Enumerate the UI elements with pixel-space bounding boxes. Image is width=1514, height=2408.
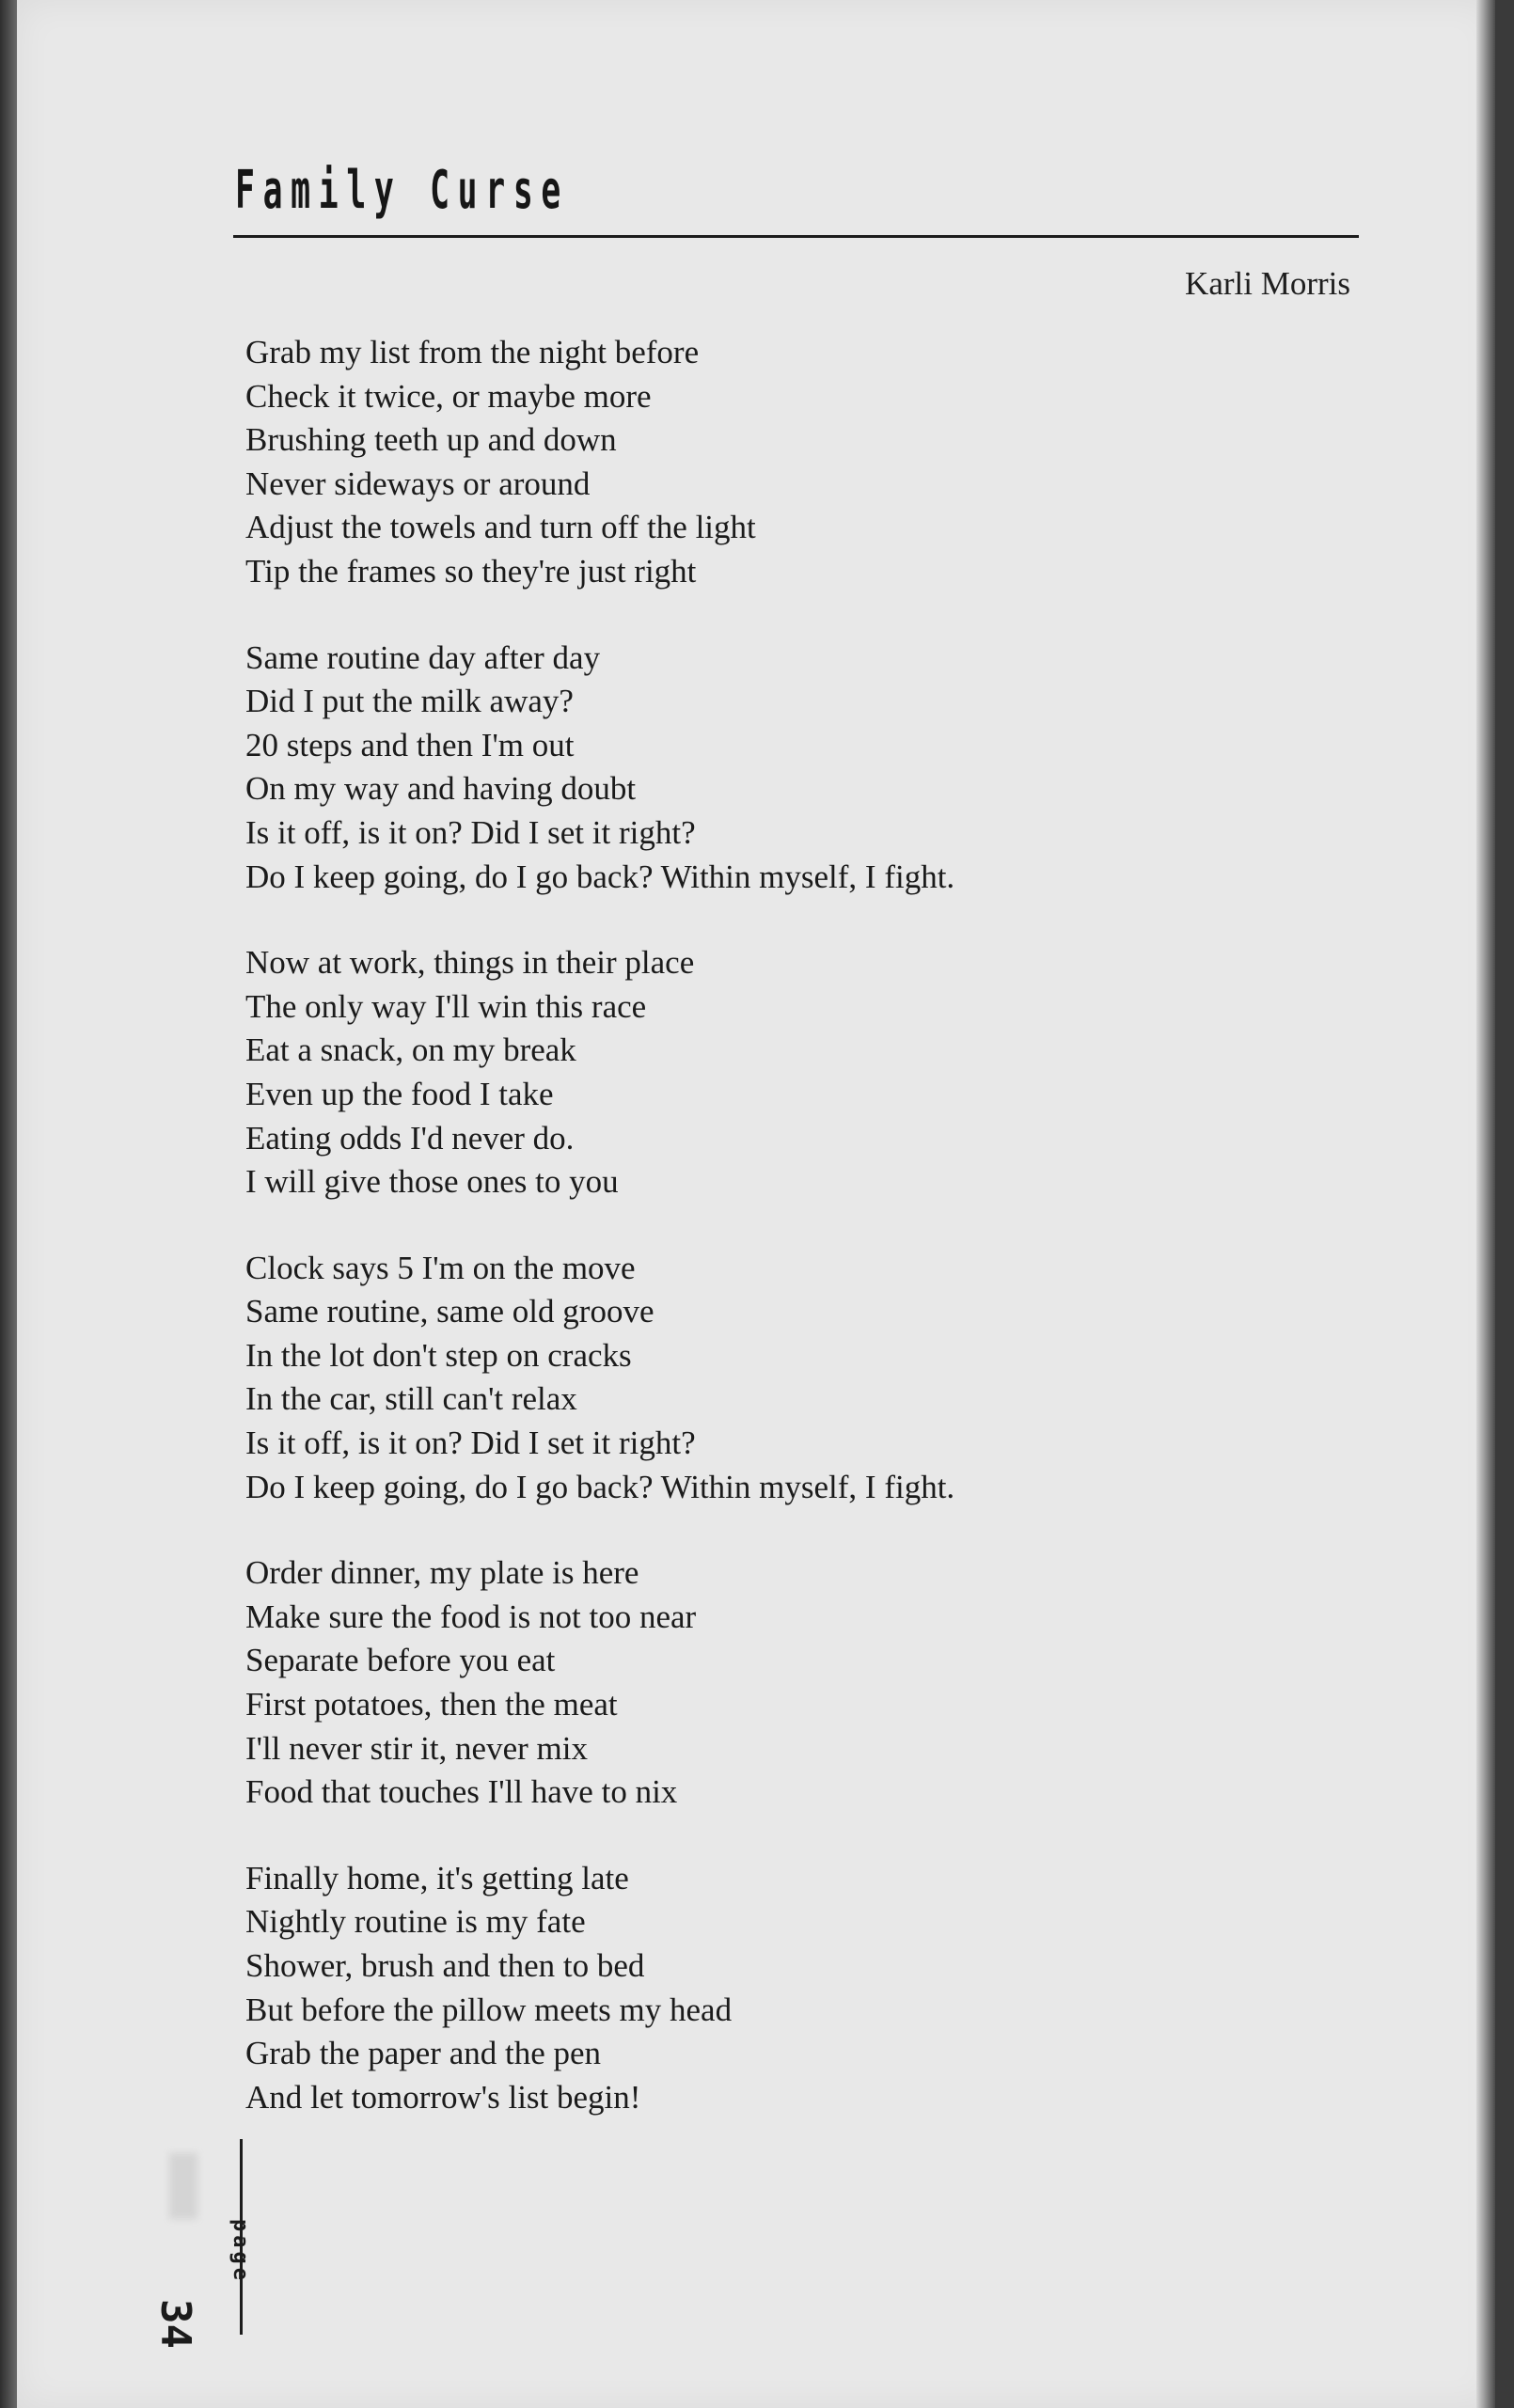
poem-line: Finally home, it's getting late bbox=[245, 1859, 629, 1896]
poem-line: I will give those ones to you bbox=[245, 1163, 619, 1201]
poem-line: Is it off, is it on? Did I set it right? bbox=[245, 1424, 696, 1462]
poem-line: On my way and having doubt bbox=[245, 770, 637, 808]
poem-line: Same routine day after day bbox=[245, 638, 601, 676]
author-name: Karli Morris bbox=[1185, 265, 1350, 302]
poem-line: First potatoes, then the meat bbox=[245, 1686, 618, 1723]
poem-line: Check it twice, or maybe more bbox=[245, 377, 652, 415]
scan-left-shadow bbox=[0, 0, 17, 2408]
poem-line: Food that touches I'll have to nix bbox=[245, 1773, 678, 1811]
poem-body bbox=[245, 331, 954, 2162]
poem-line: Did I put the milk away? bbox=[245, 683, 574, 720]
page-label: page bbox=[229, 2219, 252, 2284]
poem-line: Same routine, same old groove bbox=[245, 1293, 654, 1330]
poem-line: Never sideways or around bbox=[245, 464, 591, 502]
poem-line: 20 steps and then I'm out bbox=[245, 726, 575, 763]
poem-line: The only way I'll win this race bbox=[245, 987, 647, 1025]
poem-line: Eat a snack, on my break bbox=[245, 1031, 576, 1069]
title-underline bbox=[233, 235, 1359, 238]
stanza bbox=[245, 941, 954, 1204]
stanza bbox=[245, 1857, 954, 2120]
stanza bbox=[245, 637, 954, 900]
poem-line: And let tomorrow's list begin! bbox=[245, 2078, 641, 2116]
poem-title: Family Curse bbox=[235, 160, 569, 221]
poem-line: Order dinner, my plate is here bbox=[245, 1554, 639, 1592]
page-right-edge bbox=[1476, 0, 1495, 2408]
poem-line: Grab the paper and the pen bbox=[245, 2035, 602, 2072]
poem-line: Brushing teeth up and down bbox=[245, 421, 617, 459]
poem-line: In the lot don't step on cracks bbox=[245, 1336, 632, 1374]
poem-line: I'll never stir it, never mix bbox=[245, 1729, 588, 1767]
poem-line: Grab my list from the night before bbox=[245, 334, 700, 370]
poem-line: Even up the food I take bbox=[245, 1075, 554, 1112]
poem-line: Separate before you eat bbox=[245, 1642, 556, 1679]
poem-line: Shower, brush and then to bed bbox=[245, 1947, 645, 1984]
poem-line: Now at work, things in their place bbox=[245, 944, 695, 982]
poem-line: Make sure the food is not too near bbox=[245, 1597, 697, 1635]
poem-line: But before the pillow meets my head bbox=[245, 1991, 733, 2028]
poem-line: Clock says 5 I'm on the move bbox=[245, 1249, 636, 1286]
poem-line: Do I keep going, do I go back? Within myself, I fight. bbox=[245, 858, 955, 895]
poem-line: Is it off, is it on? Did I set it right? bbox=[245, 813, 696, 851]
poem-line: Nightly routine is my fate bbox=[245, 1903, 586, 1941]
poem-line: Do I keep going, do I go back? Within myself, I fight. bbox=[245, 1468, 955, 1505]
poem-line: Adjust the towels and turn off the light bbox=[245, 509, 756, 546]
stanza bbox=[245, 1551, 954, 1815]
stanza bbox=[245, 1247, 954, 1510]
poem-line: Tip the frames so they're just right bbox=[245, 552, 697, 590]
stanza bbox=[245, 331, 954, 594]
poem-line: Eating odds I'd never do. bbox=[245, 1119, 575, 1157]
page-number: 34 bbox=[151, 2299, 199, 2349]
poem-line: In the car, still can't relax bbox=[245, 1380, 577, 1418]
ink-bleed-mark bbox=[169, 2153, 197, 2219]
